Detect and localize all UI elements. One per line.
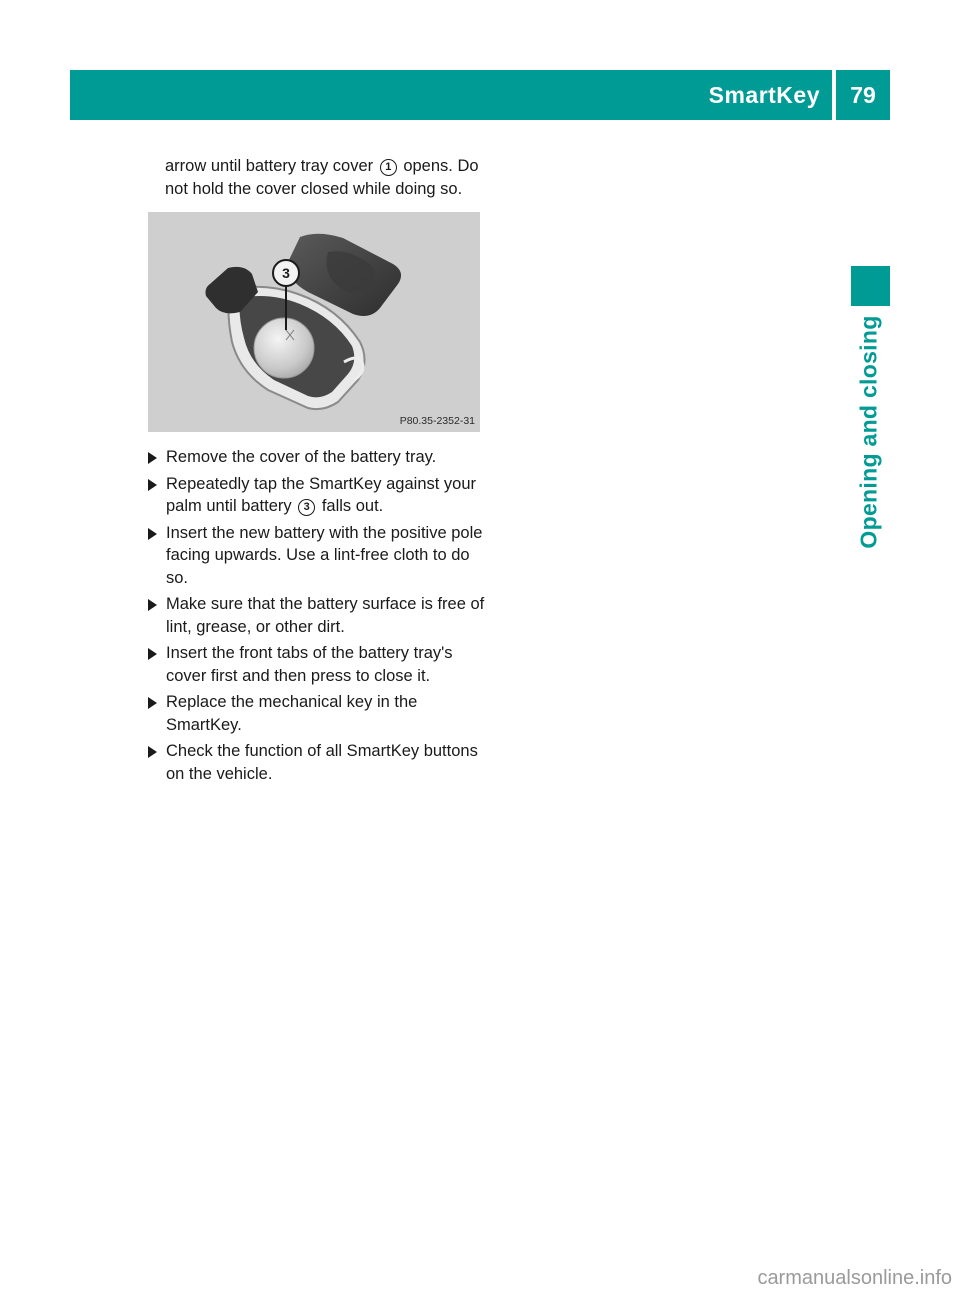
intro-text-end: opens. Do not hold the cover closed while doing so.: [165, 157, 479, 198]
step-item: [148, 593, 488, 638]
battery-illustration: [148, 212, 480, 432]
figure-code: P80.35-2352-31: [399, 415, 475, 427]
intro-text-start: arrow until battery tray cover: [165, 157, 378, 175]
step-arrow-icon: [148, 648, 157, 660]
step-text: Insert the front tabs of the battery tray's cover first and then press to close it.: [166, 644, 453, 685]
step-item: [148, 473, 488, 518]
smartkey-battery-drawing: [148, 212, 480, 432]
step-text: Check the function of all SmartKey buttons on the vehicle.: [166, 742, 478, 783]
section-title: SmartKey: [708, 82, 820, 108]
page-header: [70, 70, 890, 120]
step-item: [148, 522, 488, 590]
step-arrow-icon: [148, 746, 157, 758]
step-text: Replace the mechanical key in the SmartKey.: [166, 693, 418, 734]
step-arrow-icon: [148, 599, 157, 611]
step-arrow-icon: [148, 697, 157, 709]
step-text: Make sure that the battery surface is free of lint, grease, or other dirt.: [166, 595, 485, 636]
source-watermark: carmanualsonline.info: [757, 1267, 952, 1289]
callout-3-label: 3: [282, 265, 290, 281]
step-text-end: falls out.: [317, 497, 384, 515]
step-item: [148, 642, 488, 687]
callout-3-icon: 3: [298, 499, 315, 516]
step-text: Insert the new battery with the positive pole facing upwards. Use a lint-free cloth to do so.: [166, 523, 483, 587]
battery-shape: [254, 318, 314, 378]
intro-text: [165, 155, 485, 201]
step-arrow-icon: [148, 452, 157, 464]
step-text: Remove the cover of the battery tray.: [166, 448, 437, 466]
step-item: [148, 740, 488, 785]
callout-1-icon: 1: [380, 159, 397, 176]
step-arrow-icon: [148, 479, 157, 491]
step-item: [148, 446, 488, 469]
intro-paragraph: [165, 155, 485, 201]
chapter-tab: [851, 266, 890, 306]
instruction-list: [148, 446, 488, 789]
step-item: [148, 691, 488, 736]
step-text-start: Repeatedly tap the SmartKey against your palm until battery: [166, 474, 477, 515]
chapter-label-text: Opening and closing: [855, 315, 882, 549]
page-number: 79: [850, 82, 876, 108]
step-arrow-icon: [148, 528, 157, 540]
